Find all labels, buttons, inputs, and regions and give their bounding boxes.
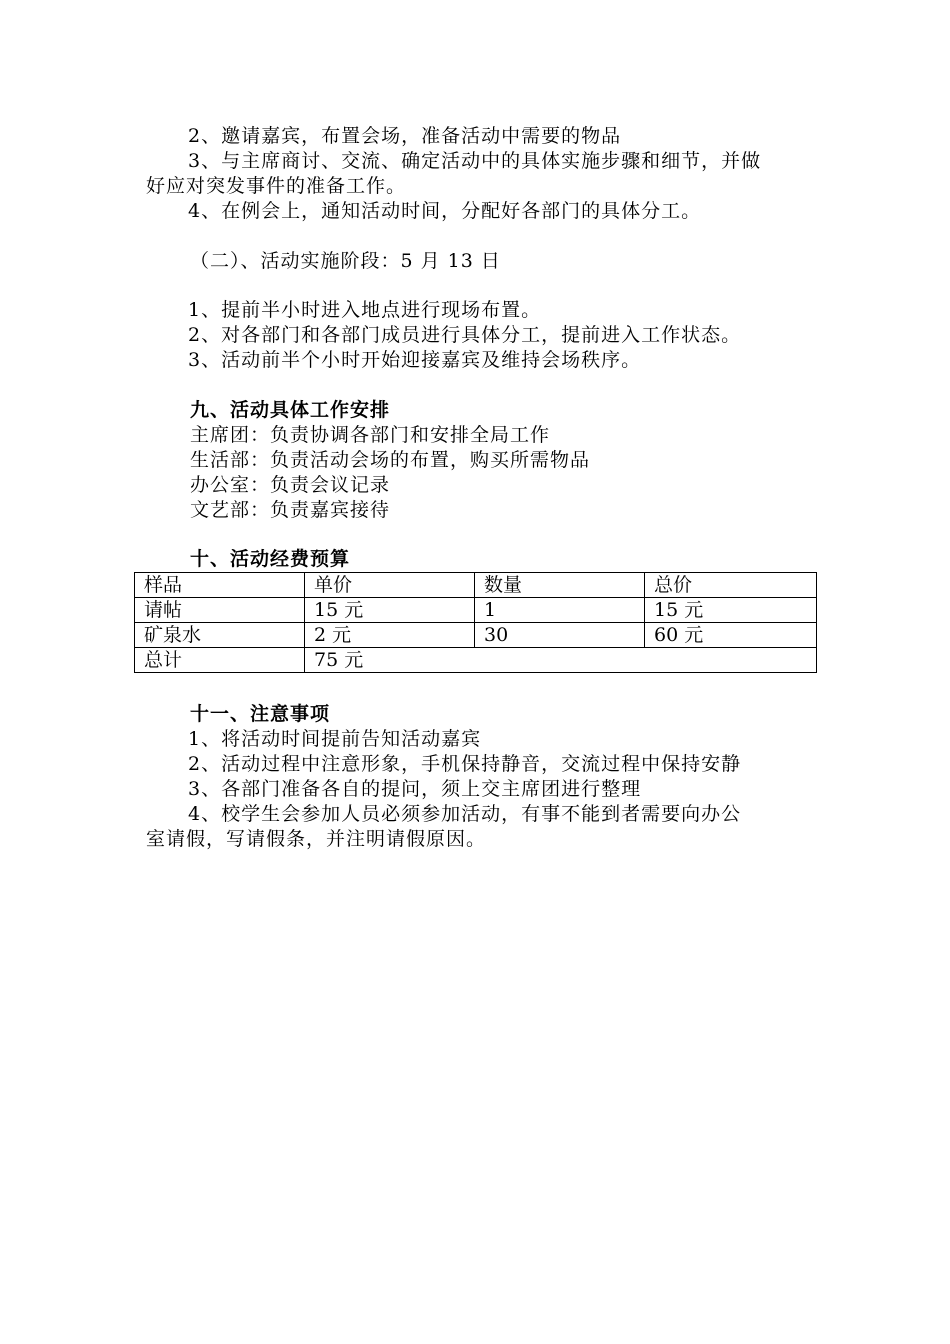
prep-item-4: 4、在例会上，通知活动时间，分配好各部门的具体分工。 [188, 200, 702, 222]
section11-item: 3、各部门准备各自的提问，须上交主席团进行整理 [188, 778, 642, 800]
section10-heading: 十、活动经费预算 [190, 548, 351, 570]
section9-item: 文艺部：负责嘉宾接待 [190, 499, 391, 521]
table-cell: 60 元 [645, 623, 817, 648]
table-cell: 15 元 [305, 598, 475, 623]
section11-item: 1、将活动时间提前告知活动嘉宾 [188, 728, 482, 750]
table-cell: 1 [475, 598, 645, 623]
prep-item-2: 2、邀请嘉宾，布置会场，准备活动中需要的物品 [188, 125, 622, 147]
total-label-cell: 总计 [135, 648, 305, 673]
section11-heading: 十一、注意事项 [190, 703, 331, 725]
header-cell-item: 样品 [135, 573, 305, 598]
phase2-item-3: 3、活动前半个小时开始迎接嘉宾及维持会场秩序。 [188, 349, 642, 371]
table-header-row [135, 573, 817, 598]
phase2-item-2: 2、对各部门和各部门成员进行具体分工，提前进入工作状态。 [188, 324, 742, 346]
table-cell: 请帖 [135, 598, 305, 623]
prep-item-3-continued: 好应对突发事件的准备工作。 [146, 175, 407, 197]
table-row [135, 623, 817, 648]
section9-item: 生活部：负责活动会场的布置，购买所需物品 [190, 449, 591, 471]
table-cell: 2 元 [305, 623, 475, 648]
table-cell: 30 [475, 623, 645, 648]
table-cell: 15 元 [645, 598, 817, 623]
section11-item: 4、校学生会参加人员必须参加活动，有事不能到者需要向办公 [188, 803, 742, 825]
section11-item-continued: 室请假，写请假条，并注明请假原因。 [146, 828, 487, 850]
table-row [135, 598, 817, 623]
header-cell-quantity: 数量 [475, 573, 645, 598]
total-value-cell: 75 元 [305, 648, 817, 673]
phase2-title: （二）、活动实施阶段：5 月 13 日 [190, 250, 501, 272]
section9-item: 主席团：负责协调各部门和安排全局工作 [190, 424, 551, 446]
table-total-row [135, 648, 817, 673]
table-cell: 矿泉水 [135, 623, 305, 648]
section9-item: 办公室：负责会议记录 [190, 474, 391, 496]
budget-table [134, 572, 817, 673]
phase2-item-1: 1、提前半小时进入地点进行现场布置。 [188, 299, 542, 321]
header-cell-total-price: 总价 [645, 573, 817, 598]
header-cell-unit-price: 单价 [305, 573, 475, 598]
section11-item: 2、活动过程中注意形象，手机保持静音，交流过程中保持安静 [188, 753, 742, 775]
prep-item-3: 3、与主席商讨、交流、确定活动中的具体实施步骤和细节，并做 [188, 150, 762, 172]
section9-heading: 九、活动具体工作安排 [190, 399, 391, 421]
